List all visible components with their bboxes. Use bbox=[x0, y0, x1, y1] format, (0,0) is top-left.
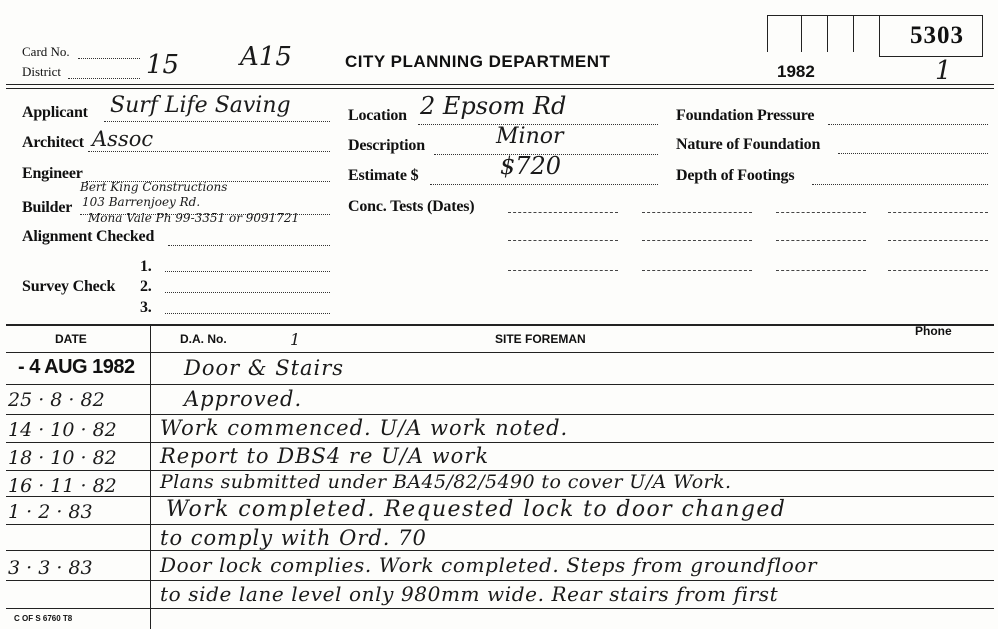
form-code: C OF S 6760 T8 bbox=[14, 614, 73, 623]
card-no-label: Card No. bbox=[22, 44, 70, 59]
log-entry: Plans submitted under BA45/82/5490 to cover U/A Work. bbox=[160, 471, 732, 493]
district-value: 15 bbox=[146, 50, 180, 80]
builder-line-1: Bert King Constructions bbox=[80, 180, 228, 194]
builder-label: Builder bbox=[22, 199, 73, 216]
phone-header: Phone bbox=[915, 324, 952, 338]
conc-tests-label: Conc. Tests (Dates) bbox=[348, 198, 475, 215]
log-entry: Report to DBS4 re U/A work bbox=[160, 444, 490, 468]
description-value: Minor bbox=[496, 124, 564, 149]
estimate-label: Estimate $ bbox=[348, 167, 419, 184]
da-header: D.A. No. bbox=[180, 332, 227, 346]
log-date: 18 · 10 · 82 bbox=[8, 447, 117, 469]
depth-footings-label: Depth of Footings bbox=[676, 167, 795, 184]
survey-1: 1. bbox=[140, 258, 152, 275]
architect-label: Architect bbox=[22, 134, 84, 151]
survey-label: Survey Check bbox=[22, 278, 116, 295]
date-header: DATE bbox=[55, 332, 87, 346]
da-value: 1 bbox=[290, 330, 301, 349]
number-extra: 1 bbox=[935, 56, 952, 86]
log-date: 1 · 2 · 83 bbox=[8, 501, 93, 523]
engineer-label: Engineer bbox=[22, 165, 83, 182]
log-entry: to comply with Ord. 70 bbox=[160, 526, 427, 550]
log-entry: to side lane level only 980mm wide. Rear stairs from first bbox=[160, 582, 779, 606]
department-title: CITY PLANNING DEPARTMENT bbox=[345, 52, 611, 71]
log-date: - 4 AUG 1982 bbox=[18, 356, 135, 378]
card-value: A15 bbox=[240, 42, 292, 72]
builder-line-3: Mona Vale Ph 99-3351 or 9091721 bbox=[88, 211, 300, 225]
log-date: 16 · 11 · 82 bbox=[8, 475, 117, 497]
log-date: 25 · 8 · 82 bbox=[8, 389, 105, 411]
district-label: District bbox=[22, 64, 61, 79]
district-line bbox=[68, 78, 140, 79]
location-value: 2 Epsom Rd bbox=[420, 92, 567, 120]
card-number: 5303 bbox=[910, 22, 964, 49]
log-entry: Work completed. Requested lock to door changed bbox=[166, 497, 787, 522]
survey-2: 2. bbox=[140, 278, 152, 295]
log-entry: Work commenced. U/A work noted. bbox=[160, 416, 569, 440]
foreman-header: SITE FOREMAN bbox=[495, 332, 586, 346]
estimate-value: $720 bbox=[500, 152, 562, 180]
description-label: Description bbox=[348, 137, 425, 154]
nature-foundation-label: Nature of Foundation bbox=[676, 136, 821, 153]
survey-3: 3. bbox=[140, 299, 152, 316]
builder-line-2: 103 Barrenjoey Rd. bbox=[82, 195, 201, 209]
applicant-label: Applicant bbox=[22, 104, 88, 121]
location-label: Location bbox=[348, 107, 407, 124]
architect-value: Assoc bbox=[92, 127, 154, 151]
card-no-line bbox=[78, 58, 140, 59]
log-date: 3 · 3 · 83 bbox=[8, 557, 93, 579]
log-date: 14 · 10 · 82 bbox=[8, 419, 117, 441]
log-entry: Approved. bbox=[184, 387, 303, 411]
applicant-value: Surf Life Saving bbox=[110, 93, 291, 118]
log-entry: Door & Stairs bbox=[184, 356, 345, 380]
log-entry: Door lock complies. Work completed. Steps from groundfloor bbox=[160, 553, 818, 577]
year: 1982 bbox=[777, 62, 815, 81]
alignment-label: Alignment Checked bbox=[22, 228, 155, 245]
foundation-pressure-label: Foundation Pressure bbox=[676, 107, 815, 124]
date-column-divider bbox=[150, 324, 151, 629]
